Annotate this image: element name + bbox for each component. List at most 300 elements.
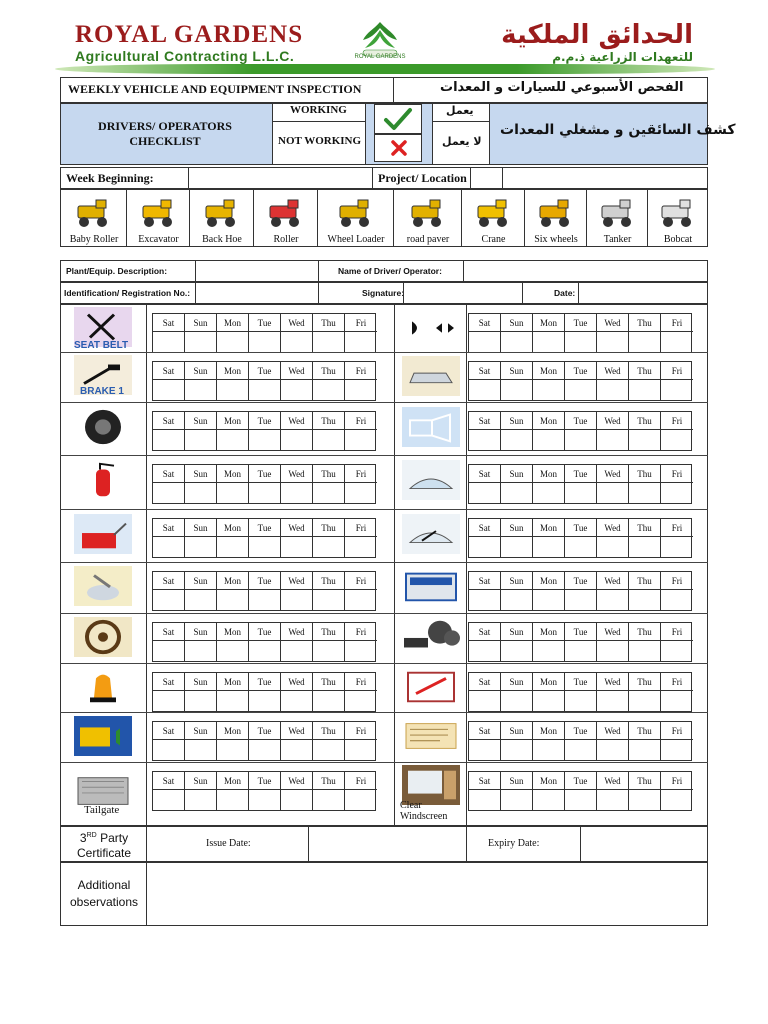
day-check-cell-tue[interactable]	[565, 790, 597, 810]
day-header-tue: Tue	[249, 673, 281, 691]
day-header-sat: Sat	[153, 623, 185, 641]
tp-divider-4	[580, 826, 581, 862]
day-check-cell-tue[interactable]	[565, 740, 597, 760]
day-check-cell-mon[interactable]	[217, 641, 249, 661]
header-divider	[55, 64, 715, 74]
day-check-cell-thu[interactable]	[313, 691, 345, 711]
day-header-mon: Mon	[217, 722, 249, 740]
tanker-icon	[596, 194, 640, 230]
day-check-cell-wed[interactable]	[597, 483, 629, 503]
day-check-grid	[152, 622, 376, 662]
day-check-cell-thu[interactable]	[313, 790, 345, 810]
equipment-name: road paver	[406, 234, 450, 245]
day-check-cell-tue[interactable]	[565, 430, 597, 450]
tyre-icon	[74, 407, 132, 447]
day-header-sat: Sat	[153, 572, 185, 590]
day-check-cell-tue[interactable]	[249, 537, 281, 557]
day-check-cell-fri[interactable]	[345, 790, 377, 810]
day-header-sun: Sun	[185, 673, 217, 691]
day-check-cell-sun[interactable]	[185, 332, 217, 352]
day-header-mon: Mon	[217, 623, 249, 641]
day-header-wed: Wed	[597, 362, 629, 380]
day-header-fri: Fri	[345, 772, 377, 790]
day-check-cell-sat[interactable]	[153, 641, 185, 661]
day-header-wed: Wed	[281, 519, 313, 537]
day-check-cell-fri[interactable]	[661, 430, 693, 450]
day-check-cell-fri[interactable]	[661, 483, 693, 503]
day-check-cell-sat[interactable]	[469, 691, 501, 711]
day-header-wed: Wed	[597, 623, 629, 641]
plant-desc-label: Plant/Equip. Description:	[66, 266, 168, 276]
day-check-cell-mon[interactable]	[533, 740, 565, 760]
day-check-cell-wed[interactable]	[597, 332, 629, 352]
day-check-cell-fri[interactable]	[661, 332, 693, 352]
day-check-grid	[152, 721, 376, 761]
day-header-fri: Fri	[345, 623, 377, 641]
equipment-name: Wheel Loader	[327, 234, 385, 245]
plant-divider-1	[195, 260, 196, 282]
day-check-cell-fri[interactable]	[661, 641, 693, 661]
day-header-thu: Thu	[629, 314, 661, 332]
day-check-cell-sun[interactable]	[501, 790, 533, 810]
day-check-cell-wed[interactable]	[597, 380, 629, 400]
day-header-tue: Tue	[249, 362, 281, 380]
day-check-cell-fri[interactable]	[345, 740, 377, 760]
day-header-thu: Thu	[629, 673, 661, 691]
day-check-cell-sun[interactable]	[185, 740, 217, 760]
day-check-cell-sun[interactable]	[501, 483, 533, 503]
day-header-wed: Wed	[281, 722, 313, 740]
day-check-cell-tue[interactable]	[249, 590, 281, 610]
working-label-ar: يعمل	[446, 104, 474, 117]
day-check-cell-sun[interactable]	[185, 537, 217, 557]
battery-icon	[402, 566, 460, 606]
six-wheels-icon	[534, 194, 578, 230]
cross-mark-icon	[390, 139, 408, 157]
day-header-fri: Fri	[345, 362, 377, 380]
day-header-tue: Tue	[565, 465, 597, 483]
day-header-thu: Thu	[629, 772, 661, 790]
day-check-cell-sun[interactable]	[501, 537, 533, 557]
checklist-title-ar: كشف السائقين و مشغلي المعدات	[500, 122, 736, 138]
day-check-cell-sun[interactable]	[501, 590, 533, 610]
grid-row-divider	[60, 562, 708, 563]
day-check-grid	[152, 313, 376, 353]
day-check-cell-mon[interactable]	[217, 430, 249, 450]
day-check-cell-sat[interactable]	[153, 332, 185, 352]
day-header-sun: Sun	[185, 623, 217, 641]
week-divider-2	[372, 167, 373, 189]
day-check-cell-mon[interactable]	[533, 691, 565, 711]
day-check-cell-fri[interactable]	[661, 380, 693, 400]
working-divider	[272, 121, 366, 122]
day-header-fri: Fri	[661, 673, 693, 691]
obs-divider	[146, 862, 147, 926]
day-check-cell-sat[interactable]	[469, 740, 501, 760]
reverse-alarm-icon	[74, 716, 132, 756]
day-check-cell-wed[interactable]	[281, 691, 313, 711]
day-header-mon: Mon	[533, 673, 565, 691]
day-header-tue: Tue	[249, 412, 281, 430]
equipment-name: Crane	[481, 234, 506, 245]
day-header-sat: Sat	[153, 314, 185, 332]
day-check-cell-wed[interactable]	[281, 332, 313, 352]
day-check-cell-wed[interactable]	[597, 790, 629, 810]
company-name-line2: Agricultural Contracting L.L.C.	[75, 48, 295, 64]
grid-row-divider	[60, 402, 708, 403]
day-check-cell-mon[interactable]	[533, 641, 565, 661]
day-check-cell-sun[interactable]	[501, 430, 533, 450]
day-check-cell-sat[interactable]	[469, 590, 501, 610]
oil-icon	[74, 514, 132, 554]
day-header-fri: Fri	[345, 465, 377, 483]
day-header-mon: Mon	[217, 519, 249, 537]
day-check-cell-thu[interactable]	[313, 483, 345, 503]
beacon-icon	[74, 667, 132, 707]
excavator-icon	[137, 194, 181, 230]
day-check-cell-sat[interactable]	[469, 430, 501, 450]
week-divider-3	[470, 167, 471, 189]
day-header-tue: Tue	[565, 412, 597, 430]
day-header-fri: Fri	[661, 772, 693, 790]
day-check-cell-wed[interactable]	[597, 740, 629, 760]
day-check-cell-thu[interactable]	[629, 641, 661, 661]
day-header-mon: Mon	[533, 465, 565, 483]
day-check-cell-thu[interactable]	[313, 641, 345, 661]
day-check-cell-mon[interactable]	[217, 332, 249, 352]
day-check-cell-fri[interactable]	[345, 380, 377, 400]
day-check-cell-mon[interactable]	[533, 537, 565, 557]
day-header-sat: Sat	[469, 465, 501, 483]
day-check-cell-thu[interactable]	[629, 332, 661, 352]
day-check-cell-fri[interactable]	[661, 691, 693, 711]
plant-divider-3	[463, 260, 464, 282]
day-header-thu: Thu	[629, 722, 661, 740]
day-check-cell-mon[interactable]	[217, 590, 249, 610]
day-check-cell-fri[interactable]	[345, 590, 377, 610]
day-check-cell-mon[interactable]	[533, 790, 565, 810]
day-header-wed: Wed	[281, 673, 313, 691]
day-header-mon: Mon	[533, 772, 565, 790]
day-header-sun: Sun	[185, 362, 217, 380]
day-header-tue: Tue	[249, 465, 281, 483]
equipment-divider	[317, 189, 318, 247]
day-check-cell-sat[interactable]	[469, 537, 501, 557]
day-check-grid	[468, 721, 692, 761]
car-body-icon	[402, 356, 460, 396]
day-header-fri: Fri	[661, 722, 693, 740]
day-check-grid	[152, 411, 376, 451]
day-check-cell-tue[interactable]	[565, 641, 597, 661]
day-check-cell-fri[interactable]	[661, 740, 693, 760]
day-check-cell-sat[interactable]	[153, 537, 185, 557]
day-header-fri: Fri	[661, 465, 693, 483]
day-header-mon: Mon	[533, 314, 565, 332]
day-header-sat: Sat	[153, 673, 185, 691]
day-check-cell-sun[interactable]	[501, 691, 533, 711]
day-header-sat: Sat	[469, 772, 501, 790]
day-check-cell-sat[interactable]	[153, 740, 185, 760]
day-check-cell-sat[interactable]	[469, 790, 501, 810]
form-title-ar: الفحص الأسبوعي للسيارات و المعدات	[440, 80, 684, 95]
day-header-sun: Sun	[501, 519, 533, 537]
equipment-divider	[393, 189, 394, 247]
checklist-title-en: DRIVERS/ OPERATORS CHECKLIST	[98, 119, 232, 148]
day-check-grid	[468, 771, 692, 811]
day-check-cell-sun[interactable]	[501, 641, 533, 661]
day-check-cell-thu[interactable]	[629, 380, 661, 400]
day-header-sat: Sat	[153, 465, 185, 483]
day-header-fri: Fri	[345, 722, 377, 740]
day-check-cell-thu[interactable]	[313, 332, 345, 352]
arabic-working-divider	[432, 121, 490, 122]
day-check-cell-fri[interactable]	[661, 537, 693, 557]
roller-icon	[264, 194, 308, 230]
day-header-tue: Tue	[249, 572, 281, 590]
week-divider-1	[188, 167, 189, 189]
day-check-cell-fri[interactable]	[345, 641, 377, 661]
day-check-cell-wed[interactable]	[597, 641, 629, 661]
grid-row-divider	[60, 663, 708, 664]
day-header-wed: Wed	[281, 362, 313, 380]
day-check-cell-mon[interactable]	[217, 691, 249, 711]
day-check-cell-tue[interactable]	[565, 380, 597, 400]
day-header-mon: Mon	[217, 362, 249, 380]
identification-label: Identification/ Registration No.:	[64, 288, 191, 298]
week-beginning-label: Week Beginning:	[66, 171, 154, 185]
day-check-cell-mon[interactable]	[217, 380, 249, 400]
day-header-mon: Mon	[533, 572, 565, 590]
day-header-tue: Tue	[565, 362, 597, 380]
grid-row-divider	[60, 613, 708, 614]
day-check-cell-sat[interactable]	[469, 483, 501, 503]
clear-label: Clear	[400, 800, 422, 811]
day-header-sat: Sat	[153, 362, 185, 380]
day-header-sat: Sat	[469, 412, 501, 430]
day-check-cell-fri[interactable]	[345, 430, 377, 450]
day-check-cell-fri[interactable]	[345, 483, 377, 503]
day-header-sat: Sat	[153, 772, 185, 790]
day-check-cell-tue[interactable]	[565, 537, 597, 557]
day-check-cell-sun[interactable]	[185, 380, 217, 400]
day-check-cell-sat[interactable]	[469, 380, 501, 400]
day-header-tue: Tue	[565, 519, 597, 537]
day-check-cell-wed[interactable]	[281, 740, 313, 760]
day-check-cell-thu[interactable]	[629, 590, 661, 610]
day-header-fri: Fri	[345, 412, 377, 430]
day-header-thu: Thu	[313, 623, 345, 641]
day-header-wed: Wed	[597, 572, 629, 590]
day-check-cell-thu[interactable]	[313, 430, 345, 450]
day-check-cell-mon[interactable]	[217, 790, 249, 810]
day-check-grid	[468, 313, 692, 353]
day-check-cell-tue[interactable]	[249, 740, 281, 760]
day-check-cell-tue[interactable]	[249, 641, 281, 661]
day-check-cell-sat[interactable]	[469, 641, 501, 661]
third-party-row	[60, 826, 708, 862]
day-check-grid	[152, 571, 376, 611]
date-label: Date:	[554, 288, 576, 298]
day-check-cell-tue[interactable]	[249, 691, 281, 711]
wiper-icon	[402, 514, 460, 554]
day-check-cell-mon[interactable]	[533, 590, 565, 610]
day-header-wed: Wed	[597, 519, 629, 537]
day-header-wed: Wed	[597, 412, 629, 430]
day-header-thu: Thu	[313, 519, 345, 537]
day-check-cell-sat[interactable]	[469, 332, 501, 352]
day-check-cell-sat[interactable]	[153, 430, 185, 450]
day-header-thu: Thu	[313, 722, 345, 740]
day-check-cell-fri[interactable]	[345, 332, 377, 352]
day-check-cell-thu[interactable]	[629, 790, 661, 810]
observations-field[interactable]	[148, 864, 706, 924]
day-header-thu: Thu	[313, 673, 345, 691]
day-header-mon: Mon	[533, 722, 565, 740]
day-check-cell-fri[interactable]	[661, 790, 693, 810]
day-check-cell-mon[interactable]	[533, 483, 565, 503]
day-check-cell-thu[interactable]	[313, 590, 345, 610]
day-header-fri: Fri	[661, 623, 693, 641]
day-header-tue: Tue	[249, 314, 281, 332]
day-check-cell-wed[interactable]	[281, 790, 313, 810]
day-check-cell-wed[interactable]	[597, 590, 629, 610]
day-check-cell-sun[interactable]	[185, 590, 217, 610]
tp-divider-1	[146, 826, 147, 862]
day-header-sun: Sun	[501, 572, 533, 590]
day-check-cell-thu[interactable]	[629, 483, 661, 503]
brake-label: BRAKE 1	[80, 386, 124, 397]
day-check-cell-mon[interactable]	[533, 430, 565, 450]
day-check-grid	[468, 361, 692, 401]
day-check-cell-sat[interactable]	[153, 380, 185, 400]
day-check-cell-wed[interactable]	[281, 641, 313, 661]
not-working-label-ar: لا يعمل	[442, 135, 482, 148]
day-check-cell-thu[interactable]	[313, 380, 345, 400]
day-header-mon: Mon	[217, 314, 249, 332]
day-check-cell-wed[interactable]	[597, 430, 629, 450]
day-check-cell-wed[interactable]	[281, 380, 313, 400]
plant-divider-2	[318, 260, 319, 282]
third-party-text: Party Certificate	[76, 831, 132, 860]
day-check-cell-sun[interactable]	[185, 483, 217, 503]
day-check-cell-sun[interactable]	[501, 380, 533, 400]
project-location-label: Project/ Location	[378, 171, 467, 185]
day-check-cell-tue[interactable]	[565, 483, 597, 503]
company-name-ar-line1: الحدائق الملكية	[501, 20, 693, 50]
back-hoe-icon	[200, 194, 244, 230]
day-check-cell-wed[interactable]	[281, 483, 313, 503]
day-check-cell-wed[interactable]	[281, 537, 313, 557]
company-name-ar	[501, 20, 693, 64]
day-check-cell-mon[interactable]	[533, 380, 565, 400]
day-check-cell-thu[interactable]	[629, 537, 661, 557]
day-header-sun: Sun	[501, 465, 533, 483]
day-check-cell-tue[interactable]	[249, 430, 281, 450]
day-check-cell-thu[interactable]	[629, 691, 661, 711]
title-divider	[393, 77, 394, 103]
day-header-fri: Fri	[345, 673, 377, 691]
day-check-cell-tue[interactable]	[565, 691, 597, 711]
day-header-thu: Thu	[313, 412, 345, 430]
day-check-cell-tue[interactable]	[565, 332, 597, 352]
road-paver-icon	[406, 194, 450, 230]
day-check-cell-thu[interactable]	[629, 430, 661, 450]
third-party-sup: RD	[86, 832, 97, 839]
day-check-cell-sun[interactable]	[185, 430, 217, 450]
day-header-wed: Wed	[281, 572, 313, 590]
day-header-sat: Sat	[469, 519, 501, 537]
day-check-cell-mon[interactable]	[533, 332, 565, 352]
day-header-thu: Thu	[313, 314, 345, 332]
day-check-cell-mon[interactable]	[217, 483, 249, 503]
coolant-icon	[74, 566, 132, 606]
day-header-mon: Mon	[217, 673, 249, 691]
day-check-cell-tue[interactable]	[249, 790, 281, 810]
day-check-cell-tue[interactable]	[249, 380, 281, 400]
day-header-sat: Sat	[153, 722, 185, 740]
day-check-grid	[152, 464, 376, 504]
day-header-thu: Thu	[629, 519, 661, 537]
id-divider-4	[522, 282, 523, 304]
day-header-thu: Thu	[629, 362, 661, 380]
day-check-cell-sun[interactable]	[185, 641, 217, 661]
day-check-cell-fri[interactable]	[345, 537, 377, 557]
day-check-cell-wed[interactable]	[597, 691, 629, 711]
day-header-fri: Fri	[661, 314, 693, 332]
day-check-grid	[152, 518, 376, 558]
day-check-cell-sun[interactable]	[501, 740, 533, 760]
equipment-name: Six wheels	[534, 234, 578, 245]
day-header-sun: Sun	[185, 465, 217, 483]
day-header-mon: Mon	[217, 412, 249, 430]
day-check-cell-tue[interactable]	[565, 590, 597, 610]
day-check-cell-thu[interactable]	[313, 537, 345, 557]
day-check-cell-mon[interactable]	[217, 740, 249, 760]
day-check-cell-tue[interactable]	[249, 483, 281, 503]
day-header-tue: Tue	[565, 673, 597, 691]
signature-label: Signature:	[362, 288, 405, 298]
day-check-cell-wed[interactable]	[597, 537, 629, 557]
day-check-cell-sun[interactable]	[185, 691, 217, 711]
company-name-line1: ROYAL GARDENS	[75, 21, 304, 48]
day-check-cell-mon[interactable]	[217, 537, 249, 557]
day-check-cell-sat[interactable]	[153, 483, 185, 503]
day-check-cell-thu[interactable]	[629, 740, 661, 760]
day-check-cell-sun[interactable]	[185, 790, 217, 810]
day-check-cell-fri[interactable]	[345, 691, 377, 711]
day-check-cell-sat[interactable]	[153, 790, 185, 810]
crane-icon	[472, 194, 516, 230]
day-header-fri: Fri	[345, 519, 377, 537]
day-check-cell-tue[interactable]	[249, 332, 281, 352]
driver-name-label: Name of Driver/ Operator:	[338, 266, 442, 276]
day-header-tue: Tue	[565, 314, 597, 332]
day-check-cell-fri[interactable]	[661, 590, 693, 610]
day-check-cell-wed[interactable]	[281, 590, 313, 610]
day-header-fri: Fri	[661, 362, 693, 380]
day-check-grid	[468, 518, 692, 558]
windscreen-icon	[402, 460, 460, 500]
day-check-cell-sun[interactable]	[501, 332, 533, 352]
day-header-sun: Sun	[501, 673, 533, 691]
day-header-mon: Mon	[217, 465, 249, 483]
day-check-cell-wed[interactable]	[281, 430, 313, 450]
day-check-cell-thu[interactable]	[313, 740, 345, 760]
day-check-cell-sat[interactable]	[153, 691, 185, 711]
day-check-cell-sat[interactable]	[153, 590, 185, 610]
day-header-thu: Thu	[629, 572, 661, 590]
day-header-thu: Thu	[313, 572, 345, 590]
